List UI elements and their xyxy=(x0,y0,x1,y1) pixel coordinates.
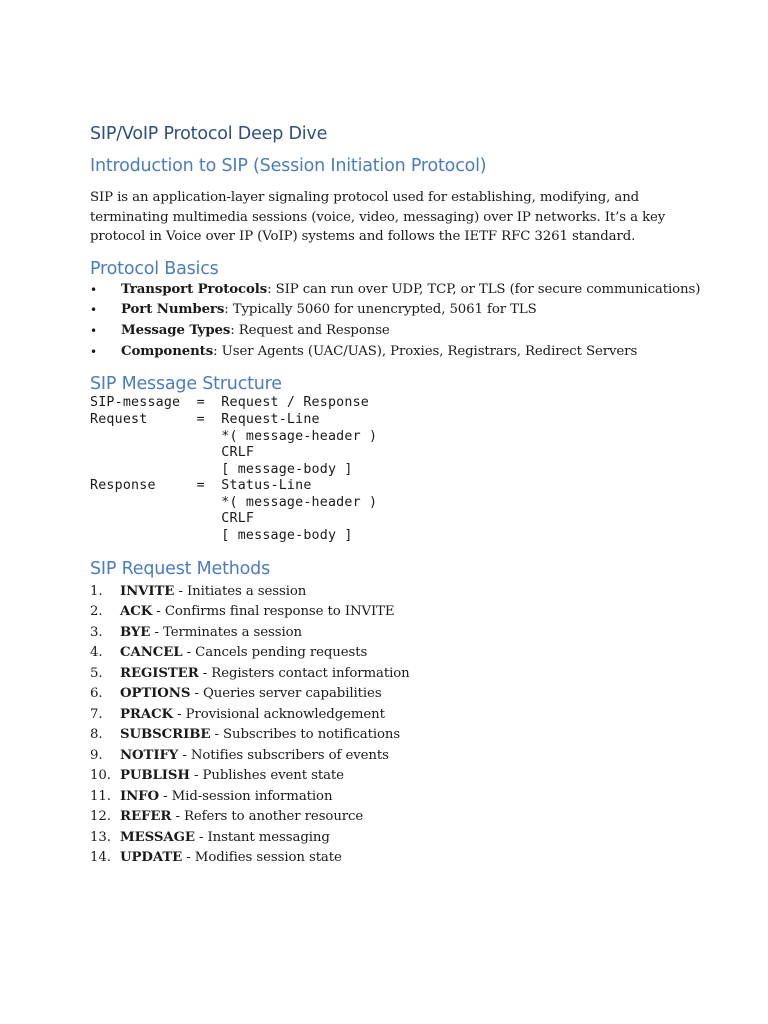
bullet-icon: • xyxy=(90,303,97,318)
list-item-number: 8. xyxy=(90,727,103,743)
intro-heading: Introduction to SIP (Session Initiation Protocol) xyxy=(90,156,487,176)
list-item-text: : SIP can run over UDP, TCP, or TLS (for secure communications) xyxy=(267,281,701,297)
list-item-number: 11. xyxy=(90,788,111,804)
list-item-term: Message Types xyxy=(121,322,231,338)
method-description: - Publishes event state xyxy=(189,768,344,784)
list-item xyxy=(90,684,690,705)
list-item xyxy=(90,342,690,363)
method-description: - Instant messaging xyxy=(194,829,330,845)
method-description: - Initiates a session xyxy=(174,583,307,599)
list-item-text: : User Agents (UAC/UAS), Proxies, Registrars, Redirect Servers xyxy=(213,343,638,359)
methods-section xyxy=(90,559,690,869)
list-item-text: : Request and Response xyxy=(230,322,390,338)
method-name: PRACK xyxy=(120,706,174,722)
intro-section xyxy=(90,156,690,247)
structure-section xyxy=(90,374,690,544)
method-name: CANCEL xyxy=(120,645,183,661)
basics-section xyxy=(90,258,701,363)
list-item xyxy=(90,705,690,726)
list-item xyxy=(90,725,690,746)
method-name: NOTIFY xyxy=(120,747,179,763)
list-item-number: 7. xyxy=(90,706,103,722)
method-description: - Confirms final response to INVITE xyxy=(152,604,395,620)
methods-heading: SIP Request Methods xyxy=(90,558,270,579)
list-item-number: 3. xyxy=(90,624,103,640)
basics-heading: Protocol Basics xyxy=(90,258,219,279)
list-item xyxy=(90,643,690,664)
method-description: - Cancels pending requests xyxy=(182,645,368,661)
list-item xyxy=(90,300,690,321)
structure-heading: SIP Message Structure xyxy=(90,374,282,395)
list-item-number: 12. xyxy=(90,809,111,825)
list-item xyxy=(90,602,690,623)
list-item xyxy=(90,787,690,808)
list-item-number: 10. xyxy=(90,768,111,784)
method-name: REGISTER xyxy=(120,665,199,681)
method-name: REFER xyxy=(120,809,172,825)
list-item-number: 2. xyxy=(90,604,103,620)
method-name: UPDATE xyxy=(120,850,183,866)
intro-paragraph: SIP is an application-layer signaling protocol used for establishing, modifying, and terminating multimedia sessions (voice, video, messaging) over IP networks. It’s a key protocol in Voice over IP (VoIP) systems and follows the IETF RFC 3261 standard. xyxy=(90,190,666,244)
list-item xyxy=(90,766,690,787)
method-description: - Terminates a session xyxy=(150,624,302,640)
list-item-text: : Typically 5060 for unencrypted, 5061 for TLS xyxy=(224,302,537,318)
list-item xyxy=(90,321,690,342)
methods-list xyxy=(90,582,690,869)
method-description: - Subscribes to notifications xyxy=(210,727,401,743)
list-item xyxy=(90,807,690,828)
list-item xyxy=(90,623,690,644)
method-name: OPTIONS xyxy=(120,686,191,702)
list-item xyxy=(90,280,701,301)
list-item-number: 14. xyxy=(90,850,111,866)
list-item-number: 4. xyxy=(90,645,103,661)
method-name: SUBSCRIBE xyxy=(120,727,211,743)
method-description: - Provisional acknowledgement xyxy=(173,706,385,722)
bullet-icon: • xyxy=(90,282,97,297)
bullet-icon: • xyxy=(90,323,97,338)
method-name: INVITE xyxy=(120,583,175,599)
list-item-number: 1. xyxy=(90,583,103,599)
bullet-icon: • xyxy=(90,344,97,359)
list-item xyxy=(90,848,690,869)
list-item-number: 5. xyxy=(90,665,103,681)
list-item-number: 13. xyxy=(90,829,111,845)
list-item-term: Port Numbers xyxy=(121,302,225,318)
list-item xyxy=(90,746,690,767)
list-item-number: 6. xyxy=(90,686,103,702)
basics-list xyxy=(90,280,701,363)
document-page xyxy=(90,124,701,869)
method-description: - Modifies session state xyxy=(182,850,342,866)
method-name: BYE xyxy=(120,624,151,640)
method-name: INFO xyxy=(120,788,159,804)
code-block: SIP-message = Request / Response Request = Request-Line *( message-header ) CRLF [ message-body ] Response = Status-Line *( message-header ) CRLF [ message-body ] xyxy=(90,395,378,544)
list-item-number: 9. xyxy=(90,747,103,763)
method-description: - Queries server capabilities xyxy=(190,686,382,702)
document-title: SIP/VoIP Protocol Deep Dive xyxy=(90,124,328,144)
method-description: - Registers contact information xyxy=(198,665,410,681)
method-description: - Notifies subscribers of events xyxy=(178,747,389,763)
list-item-term: Components xyxy=(121,343,214,359)
method-description: - Refers to another resource xyxy=(171,809,364,825)
list-item-term: Transport Protocols xyxy=(121,281,268,297)
method-name: PUBLISH xyxy=(120,768,190,784)
list-item xyxy=(90,828,690,849)
method-name: MESSAGE xyxy=(120,829,195,845)
list-item xyxy=(90,582,690,603)
method-description: - Mid-session information xyxy=(159,788,333,804)
method-name: ACK xyxy=(120,604,153,620)
list-item xyxy=(90,664,690,685)
